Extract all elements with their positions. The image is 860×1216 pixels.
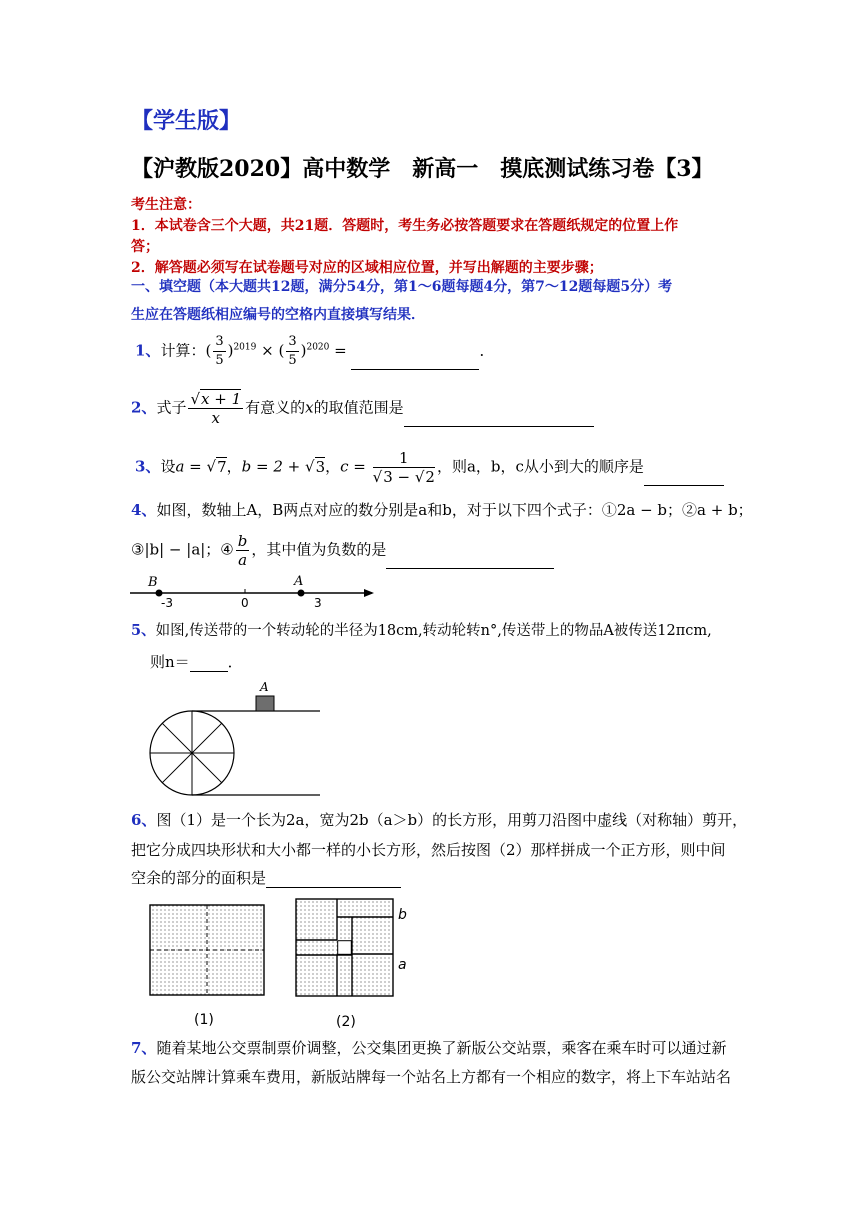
caption-1: (1) — [194, 1012, 214, 1028]
question-5-line1: 5、如图,传送带的一个转动轮的半径为18cm,转动轮转n°,传送带上的物品A被传送12πcm, — [131, 622, 712, 639]
answer-blank[interactable] — [351, 355, 479, 370]
question-number: 6、 — [131, 811, 157, 829]
question-number: 5、 — [131, 622, 156, 639]
tick-label-m3: -3 — [161, 596, 173, 610]
notice-item-1: 1．本试卷含三个大题，共21题．答题时，考生务必按答题要求在答题纸规定的位置上作 — [131, 218, 679, 234]
label-a: A — [294, 574, 304, 589]
center-gap — [338, 941, 352, 955]
notice-item-1-cont: 答； — [131, 239, 159, 255]
edition-label: 【学生版】 — [131, 108, 242, 134]
page-title: 【沪教版2020】高中数学 新高一 摸底测试练习卷【3】 — [131, 156, 714, 182]
question-2: 2、式子 $\frac{√x + 1}{x}$ 有意义的x的取值范围是 — [131, 390, 594, 427]
answer-blank[interactable] — [404, 412, 594, 427]
section1-line2: 生应在答题纸相应编号的空格内直接填写结果． — [131, 307, 425, 323]
caption-2: (2) — [336, 1014, 356, 1030]
label-b: B — [148, 575, 158, 590]
answer-blank[interactable] — [266, 873, 401, 888]
section1-line1: 一、填空题（本大题共12题，满分54分，第1～6题每题4分，第7～12题每题5分）考 — [131, 279, 673, 295]
label-a: A — [260, 680, 269, 694]
label-a: a — [398, 957, 407, 973]
notice-item-2: 2．解答题必须写在试卷题号对应的区域相应位置，并写出解题的主要步骤； — [131, 260, 603, 276]
object-a — [256, 696, 274, 711]
question-number: 4、 — [131, 501, 157, 519]
question-7-line1: 7、随着某地公交票制票价调整，公交集团更换了新版公交站票，乘客在乘车时可以通过新 — [131, 1039, 727, 1057]
number-line-figure — [128, 574, 380, 610]
answer-blank[interactable] — [190, 657, 228, 672]
conveyor-belt-figure — [148, 680, 324, 800]
question-number: 2、 — [131, 398, 157, 417]
question-4-line1: 4、如图，数轴上A，B两点对应的数分别是a和b，对于以下四个式子：①2a − b；②a + b； — [131, 501, 753, 519]
tick-label-3: 3 — [314, 596, 322, 610]
question-number: 7、 — [131, 1039, 157, 1057]
notice-heading: 考生注意： — [131, 197, 201, 213]
question-5-line2: 则n＝ ． — [150, 653, 243, 671]
question-7-line2: 版公交站牌计算乘车费用，新版站牌每一个站名上方都有一个相应的数字，将上下车站站名 — [131, 1068, 732, 1086]
answer-blank[interactable] — [386, 554, 554, 569]
tick-label-0: 0 — [241, 596, 249, 610]
answer-blank[interactable] — [644, 471, 724, 486]
rectangle-figures — [140, 893, 420, 1033]
question-3: 3、设a = √7，b = 2 + √3，c = $\frac{1}{√3 - √2}$ ，则a，b，c从小到大的顺序是 — [135, 449, 724, 486]
question-number: 3、 — [135, 457, 161, 476]
question-4-line2: ③|b| − |a|；④ $\frac{b}{a}$ ，其中值为负数的是 — [131, 532, 554, 569]
arrow-right-icon — [364, 589, 374, 597]
question-number: 1、 — [135, 341, 161, 360]
point-a — [298, 590, 305, 597]
question-6-line1: 6、图（1）是一个长为2a，宽为2b（a＞b）的长方形，用剪刀沿图中虚线（对称轴）剪开， — [131, 811, 748, 829]
label-b: b — [398, 907, 407, 923]
question-6-line2: 把它分成四块形状和大小都一样的小长方形，然后按图（2）那样拼成一个正方形，则中间 — [131, 841, 726, 859]
question-6-line3: 空余的部分的面积是 — [131, 868, 401, 888]
question-1: 1、计算：( $\frac{3}{5}$ )$^{2019}$ × ( $\frac{3}{5}$ )$^{2020}$ = ． — [135, 334, 495, 368]
